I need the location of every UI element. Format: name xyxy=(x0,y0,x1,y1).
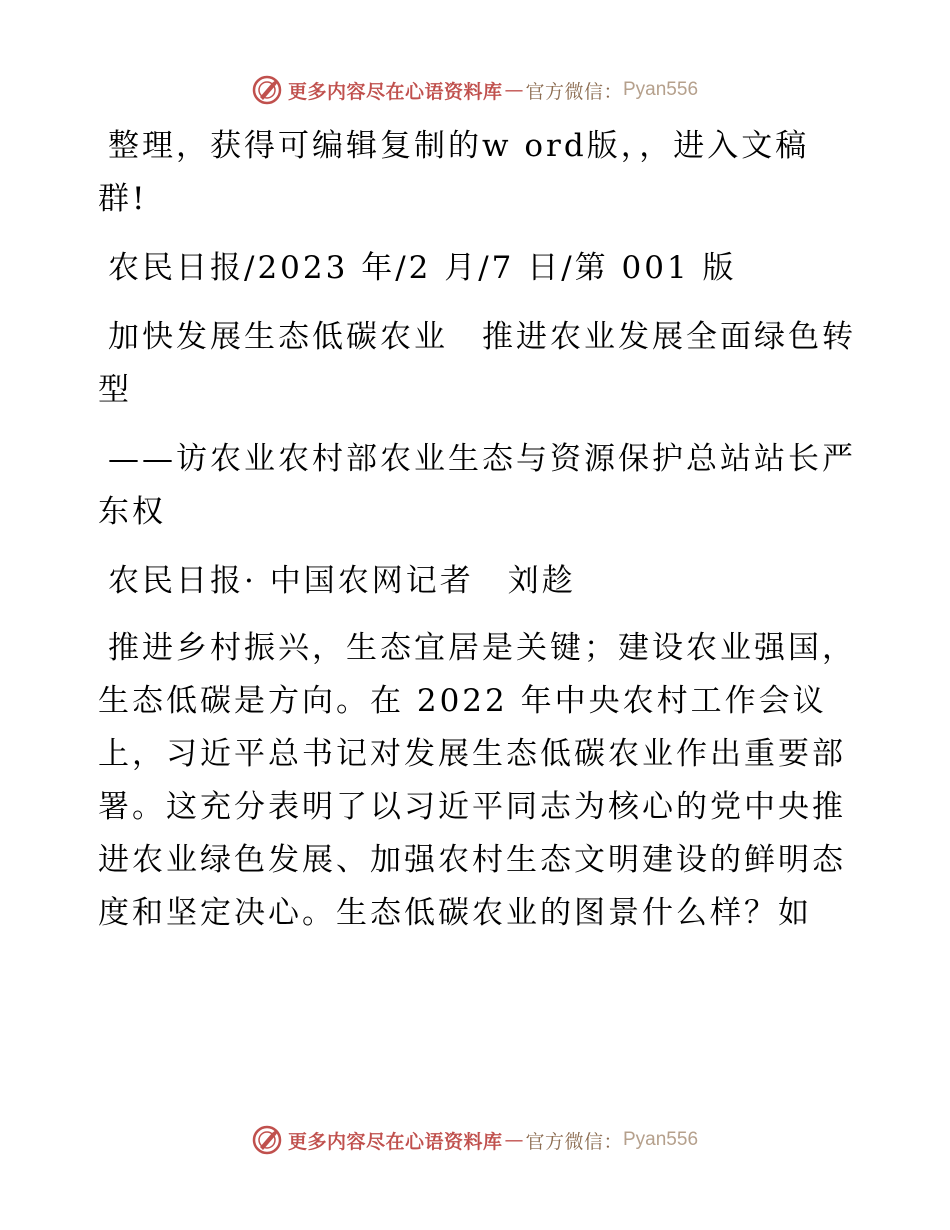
byline: 农民日报· 中国农网记者 刘趁 xyxy=(108,563,576,599)
footer-wechat-id: Pyan556 xyxy=(623,1129,699,1150)
header-banner xyxy=(0,70,950,110)
body-paragraph: 推进乡村振兴，生态宜居是关键；建设农业强国，生态低碳是方向。在 2022 年中央农村工作会议上，习近平总书记对发展生态低碳农业作出重要部署。这充分表明了以习近平同志为核心的党中央推进农业绿色发展、加强农村生态文明建设的鲜明态度和坚定决心。生态低碳农业的图景什么样？如 xyxy=(98,630,856,931)
brand-logo-icon xyxy=(252,1125,282,1155)
footer-site-text: 更多内容尽在心语资料库 xyxy=(287,1130,503,1153)
intro-paragraph: 整理，获得可编辑复制的w ord版，，进入文稿群! xyxy=(98,128,810,217)
brand-logo-icon xyxy=(252,75,282,105)
header-site-text: 更多内容尽在心语资料库 xyxy=(287,80,503,103)
subheadline: ——访农业农村部农业生态与资源保护总站站长严东权 xyxy=(98,441,856,530)
source-line: 农民日报/2023 年/2 月/7 日/第 001 版 xyxy=(108,250,737,286)
header-wechat-label: 官方微信： xyxy=(525,80,623,103)
footer-banner xyxy=(0,1120,950,1160)
header-wechat-id: Pyan556 xyxy=(623,79,699,100)
footer-wechat-label: 官方微信： xyxy=(525,1130,623,1153)
headline: 加快发展生态低碳农业 推进农业发展全面绿色转型 xyxy=(98,319,856,408)
document-body xyxy=(98,120,858,940)
footer-separator: — xyxy=(504,1129,524,1151)
header-separator: — xyxy=(504,79,524,101)
